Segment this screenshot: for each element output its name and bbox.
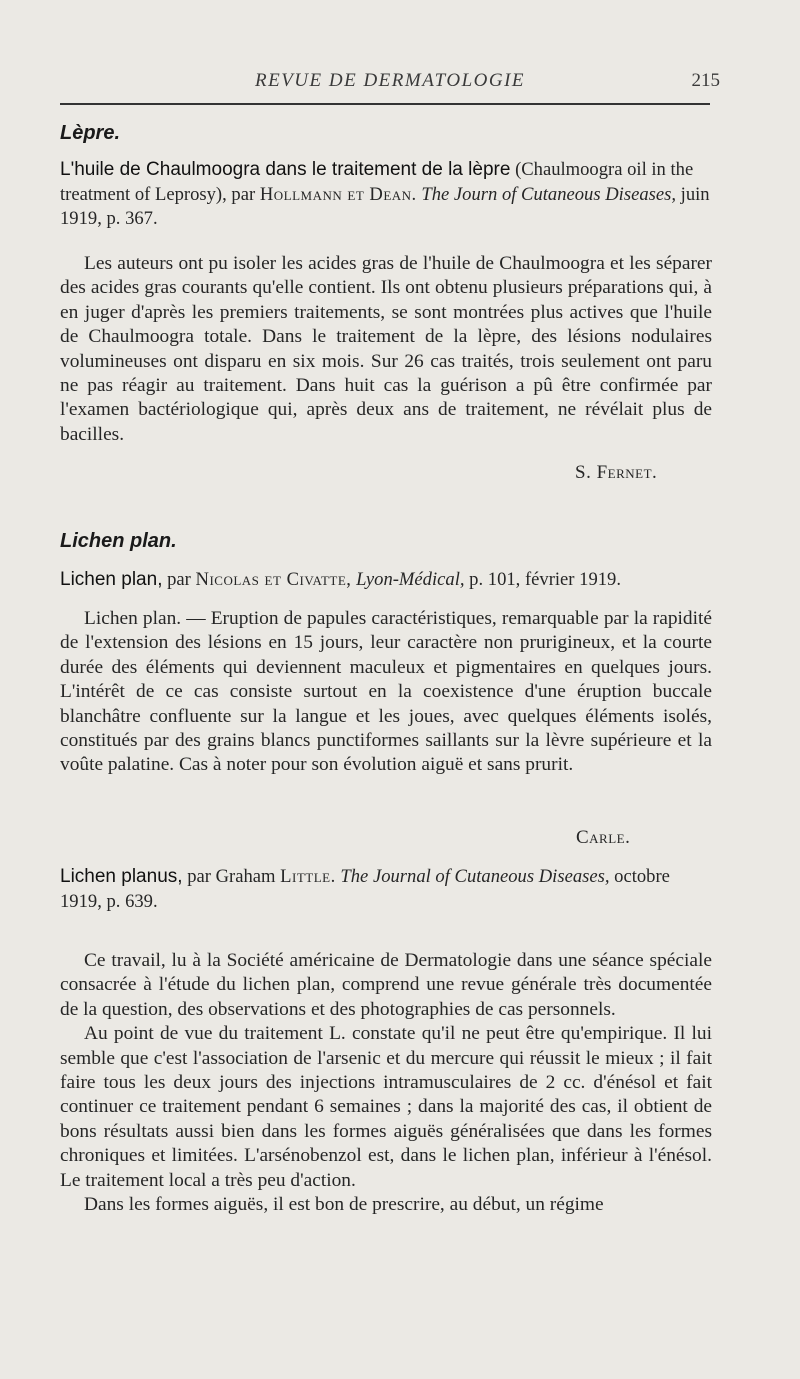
running-header xyxy=(60,70,720,100)
article-citation-lichen-planus xyxy=(60,865,712,914)
section-body-lichen-plan xyxy=(60,607,712,778)
paragraph: Les auteurs ont pu isoler les acides gras de l'huile de Chaulmoogra et les séparer des acides gras courants qu'elle contient. Ils ont obtenu plusieurs préparations qui, à en juger d'après les premiers traitements, se sont montrées plus actives que l'huile de Chaulmoogra totale. Dans le traitement de la lèpre, des lésions nodulaires volumineuses ont disparu en six mois. Sur 26 cas traités, trois seulement ont paru ne pas réagir au traitement. Dans huit cas la guérison a pû être confirmée par l'examen bactériologique qui, après deux ans de traitement, ne révélait plus de bacilles. xyxy=(60,253,712,445)
article-authors: Nicolas et Civatte, xyxy=(195,569,352,590)
signature-carle: Carle. xyxy=(576,827,631,848)
section-heading-lepre: Lèpre. xyxy=(60,122,121,144)
section-heading-lichen-plan: Lichen plan. xyxy=(60,530,177,552)
article-cite: par Graham xyxy=(187,866,276,887)
paragraph: Au point de vue du traitement L. constate qu'il ne peut être qu'empirique. Il lui semble que c'est l'association de l'arsenic et du mercure qui réussit le mieux ; il fait faire tous les deux jours des injections intramusculaires de 2 cc. d'énésol et fait continuer ce traitement pendant 6 semaines ; dans la majorité des cas, il obtient de bons résultats aussi bien dans les formes aiguës généralisées que dans les formes chroniques et limitées. L'arsénobenzol est, dans le lichen plan, inférieur à l'énésol. Le traitement local a très peu d'action. xyxy=(60,1023,712,1191)
article-citation-chaulmoogra xyxy=(60,158,712,232)
article-cite: (Chaulmoogra oil in the treatment of Leprosy), par xyxy=(60,159,694,205)
article-date: juin 1919, p. 367. xyxy=(60,183,710,230)
article-title: Lichen planus, xyxy=(60,866,183,887)
article-authors: Hollmann et Dean. xyxy=(259,183,417,205)
article-date: octobre 1919, p. 639. xyxy=(60,866,670,912)
header-rule xyxy=(60,103,710,105)
article-date: p. 101, février 1919. xyxy=(469,569,621,590)
article-journal: Lyon-Médical, xyxy=(356,569,465,590)
paragraph: Dans les formes aiguës, il est bon de prescrire, au début, un régime xyxy=(84,1194,604,1216)
article-journal: The Journ of Cutaneous Diseases, xyxy=(421,183,676,205)
running-title: REVUE DE DERMATOLOGIE xyxy=(254,70,526,91)
signature-fernet: S. Fernet. xyxy=(575,462,658,483)
section-body-lepre xyxy=(60,252,712,447)
article-journal: The Journal of Cutaneous Diseases, xyxy=(340,866,610,887)
article-authors: Little. xyxy=(280,866,336,887)
article-cite: par xyxy=(167,569,191,590)
section-body-lichen-planus xyxy=(60,949,712,1217)
page-number: 215 xyxy=(691,70,720,91)
article-citation-lichen-plan xyxy=(60,568,712,593)
paragraph: Lichen plan. — Eruption de papules caractéristiques, remarquable par la rapidité de l'extension des lésions en 15 jours, leur caractère non prurigineux, et la courte durée des éléments qui deviennent maculeux et pigmentaires en quelques jours. L'intérêt de ce cas consiste surtout en la coexistence d'une éruption buccale blanchâtre confluente sur la langue et les joues, avec quelques éléments isolés, constitués par des grains blancs punctiformes saillants sur la lèvre supérieure et la voûte palatine. Cas à noter pour son évolution aiguë et sans prurit. xyxy=(60,608,712,776)
article-title: Lichen plan, xyxy=(60,569,163,590)
article-title: L'huile de Chaulmoogra dans le traitement de la lèpre xyxy=(60,159,511,180)
paragraph: Ce travail, lu à la Société américaine de Dermatologie dans une séance spéciale consacrée à l'étude du lichen plan, comprend une revue générale très documentée de la question, des observations et des photographies de cas personnels. xyxy=(60,950,712,1020)
